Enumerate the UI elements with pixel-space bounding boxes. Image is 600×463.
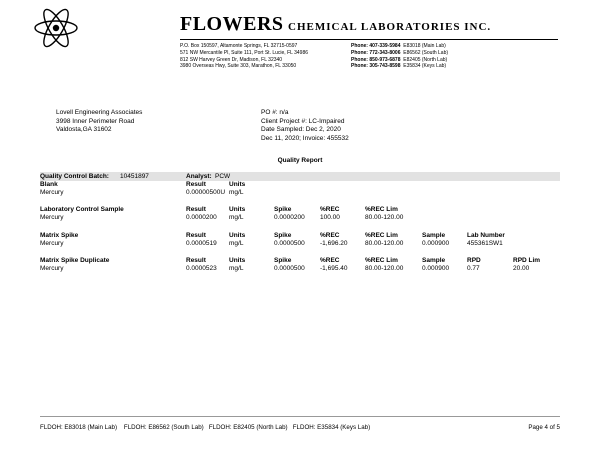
rpd-value: 0.77 [467, 265, 480, 272]
address-line: 3980 Overseas Hwy, Suite 303, Marathon, FL 33050 [180, 63, 297, 70]
result-value: 0.0000200 [186, 214, 217, 221]
column-header: Units [229, 181, 246, 188]
rec-limit-value: 80.00-120.00 [365, 214, 404, 221]
units-value: mg/L [229, 265, 244, 272]
units-value: mg/L [229, 240, 244, 247]
batch-label: Quality Control Batch: [40, 173, 109, 180]
lab-phones [351, 43, 448, 70]
brand-subtitle: CHEMICAL LABORATORIES INC. [288, 21, 492, 33]
column-header: Units [229, 257, 246, 264]
footer-divider [40, 416, 560, 417]
column-header: Units [229, 206, 246, 213]
batch-number: 10451897 [120, 173, 149, 180]
phone-line: Phone: 305-743-8598 E35834 (Keys Lab) [351, 63, 447, 70]
column-header: Spike [274, 232, 292, 239]
analyte-name: Mercury [40, 240, 64, 247]
spike-value: 0.0000500 [274, 240, 305, 247]
batch-band [40, 172, 560, 181]
sample-value: 0.000900 [422, 265, 450, 272]
po-number: PO #: n/a [261, 109, 289, 116]
column-header: Result [186, 257, 206, 264]
column-header: %REC [320, 232, 340, 239]
column-header: Result [186, 181, 206, 188]
phone-line: Phone: 772-343-8006 E86562 (South Lab) [351, 49, 449, 56]
analyte-name: Mercury [40, 265, 64, 272]
client-address-line: Valdosta,GA 31602 [56, 126, 112, 133]
section-title-blank: Blank [40, 181, 58, 188]
column-header: Sample [422, 232, 446, 239]
address-line: 812 SW Harvey Green Dr, Madison, FL 32340 [180, 56, 283, 63]
analyst-label: Analyst: [186, 173, 212, 180]
page-number: Page 4 of 5 [528, 424, 560, 431]
spike-value: 0.0000200 [274, 214, 305, 221]
client-address-block [56, 109, 142, 135]
column-header: Result [186, 232, 206, 239]
client-address-line: 3998 Inner Perimeter Road [56, 117, 135, 125]
address-line: P.O. Box 150597, Altamonte Springs, FL 32715-0597 [180, 43, 298, 49]
analyte-name: Mercury [40, 189, 64, 196]
column-header: %REC [320, 206, 340, 213]
column-header: Sample [422, 257, 446, 264]
column-header: %REC Lim [365, 232, 398, 239]
column-header: Spike [274, 257, 292, 264]
lab-addresses [180, 43, 308, 70]
client-project: Client Project #: LC-Impaired [261, 117, 345, 125]
rec-value: -1,696.20 [320, 240, 348, 247]
invoice-date: Dec 11, 2020; Invoice: 455532 [261, 134, 349, 142]
column-header: Lab Number [467, 232, 505, 239]
report-info-block [261, 109, 349, 143]
address-line: 571 NW Mercantile Pl, Suite 111, Port St. Lucie, FL 34986 [180, 49, 309, 56]
result-value: 0.00000500U [186, 189, 226, 196]
brand-name: FLOWERS [180, 13, 284, 35]
rpd-limit-value: 20.00 [513, 265, 530, 272]
units-value: mg/L [229, 189, 244, 196]
footer-lab-certifications: FLDOH: E83018 (Main Lab) FLDOH: E86562 (South Lab) FLDOH: E82405 (North Lab) FLDOH: E35834 (Keys Lab) [40, 424, 371, 431]
section-title-matrix-spike: Matrix Spike [40, 232, 79, 239]
report-title: Quality Report [277, 157, 323, 164]
units-value: mg/L [229, 214, 244, 221]
section-title-lcs: Laboratory Control Sample [40, 206, 124, 213]
header-divider [180, 39, 558, 40]
column-header: RPD [467, 257, 481, 264]
rec-value: 100.00 [320, 214, 340, 221]
client-name: Lovell Engineering Associates [56, 109, 143, 116]
analyte-name: Mercury [40, 214, 64, 221]
column-header: %REC Lim [365, 206, 398, 213]
phone-line: Phone: 850-973-6878 E82405 (North Lab) [351, 56, 448, 63]
column-header: RPD Lim [513, 257, 541, 264]
rec-limit-value: 80.00-120.00 [365, 265, 404, 272]
column-header: Units [229, 232, 246, 239]
sample-value: 0.000900 [422, 240, 450, 247]
result-value: 0.0000523 [186, 265, 217, 272]
column-header: Spike [274, 206, 292, 213]
lab-number-value: 455361SW1 [467, 240, 503, 247]
phone-line: Phone: 407-339-5984 E83018 (Main Lab) [351, 43, 446, 49]
company-logo-icon [32, 8, 80, 48]
section-title-matrix-spike-duplicate: Matrix Spike Duplicate [40, 257, 110, 264]
spike-value: 0.0000500 [274, 265, 305, 272]
company-name [180, 13, 491, 36]
analyst-value: PCW [215, 173, 231, 180]
column-header: %REC [320, 257, 340, 264]
column-header: Result [186, 206, 206, 213]
result-value: 0.0000519 [186, 240, 217, 247]
column-header: %REC Lim [365, 257, 398, 264]
rec-value: -1,695.40 [320, 265, 348, 272]
date-sampled: Date Sampled: Dec 2, 2020 [261, 126, 341, 133]
rec-limit-value: 80.00-120.00 [365, 240, 404, 247]
